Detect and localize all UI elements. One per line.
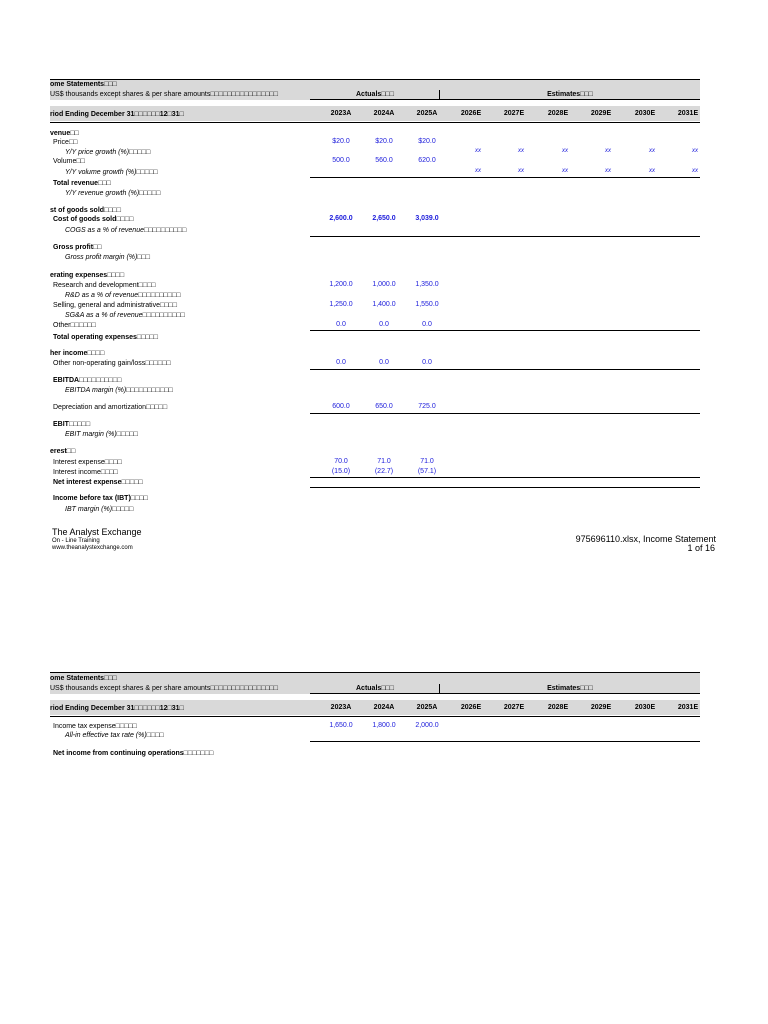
header-bottom-rule: [50, 716, 700, 717]
value-price: $20.0: [418, 138, 436, 145]
row-label-da: Depreciation and amortization□□□□□: [53, 404, 168, 411]
year-header: 2028E: [547, 704, 569, 711]
revenue-rule: [310, 177, 700, 178]
actuals-label: Actuals□□□: [356, 91, 394, 98]
row-label-total-opex: Total operating expenses□□□□□: [53, 334, 159, 341]
row-label-gross-profit: Gross profit□□: [53, 244, 102, 251]
year-header: 2025A: [416, 704, 438, 711]
value-da: 650.0: [375, 403, 393, 410]
row-label-other: Other□□□□□□: [53, 322, 96, 329]
footer-page-number: 1 of 16: [687, 543, 715, 553]
section-opex: erating expenses□□□□: [50, 272, 125, 279]
row-label-ibt: Income before tax (IBT)□□□□: [53, 495, 148, 502]
value-interest-income: (15.0): [331, 468, 351, 475]
value-da: 600.0: [332, 403, 350, 410]
row-label-revenue-growth: Y/Y revenue growth (%)□□□□□: [65, 190, 161, 197]
footer-company: The Analyst Exchange: [52, 527, 142, 537]
value-interest-income: (57.1): [417, 468, 437, 475]
row-label-ebitda: EBITDA□□□□□□□□□□: [53, 377, 122, 384]
value-volume: 500.0: [332, 157, 350, 164]
value-cogs: 3,039.0: [415, 215, 439, 222]
footer-file: 975696110.xlsx, Income Statement: [575, 534, 716, 544]
estimates-label: Estimates□□□: [547, 685, 593, 692]
year-header: 2024A: [373, 110, 395, 117]
sheet-title: ome Statements□□□: [50, 675, 117, 682]
value-other-nonop: 0.0: [336, 359, 346, 366]
value-tax: 1,650.0: [329, 722, 353, 729]
units-note: US$ thousands except shares & per share amounts□□□□□□□□□□□□□□□□: [50, 685, 278, 692]
value-other-nonop: 0.0: [422, 359, 432, 366]
section-interest: erest□□: [50, 448, 76, 455]
year-header: 2026E: [460, 704, 482, 711]
da-rule: [310, 413, 700, 414]
year-header: 2028E: [547, 110, 569, 117]
period-label: riod Ending December 31□□□□□□12□31□: [50, 111, 184, 118]
estimate-placeholder: xx: [475, 168, 481, 174]
value-rd: 1,000.0: [372, 281, 396, 288]
row-label-gross-margin: Gross profit margin (%)□□□: [65, 254, 151, 261]
value-cogs: 2,600.0: [329, 215, 353, 222]
year-header: 2031E: [677, 110, 699, 117]
value-sga: 1,250.0: [329, 301, 353, 308]
year-header: 2029E: [590, 110, 612, 117]
section-other-income: her income□□□□: [50, 350, 105, 357]
row-label-cogs: Cost of goods sold□□□□: [53, 216, 134, 223]
net-interest-rule: [310, 487, 700, 488]
value-da: 725.0: [418, 403, 436, 410]
row-label-tax: Income tax expense□□□□□: [53, 723, 137, 730]
estimate-placeholder: xx: [692, 148, 698, 154]
actuals-label: Actuals□□□: [356, 685, 394, 692]
value-sga: 1,400.0: [372, 301, 396, 308]
value-interest-income: (22.7): [374, 468, 394, 475]
actuals-underline: [310, 693, 440, 694]
actuals-underline: [310, 99, 440, 100]
value-other: 0.0: [379, 321, 389, 328]
year-header: 2029E: [590, 704, 612, 711]
estimate-placeholder: xx: [692, 168, 698, 174]
sheet-title: ome Statements□□□: [50, 81, 117, 88]
value-price: $20.0: [332, 138, 350, 145]
value-interest-expense: 71.0: [420, 458, 434, 465]
year-header: 2023A: [330, 110, 352, 117]
row-label-ebitda-margin: EBITDA margin (%)□□□□□□□□□□□: [65, 387, 173, 394]
estimate-placeholder: xx: [649, 148, 655, 154]
year-header: 2025A: [416, 110, 438, 117]
row-label-price: Price□□: [53, 139, 78, 146]
estimate-placeholder: xx: [605, 168, 611, 174]
row-label-rd: Research and development□□□□: [53, 282, 156, 289]
value-other-nonop: 0.0: [379, 359, 389, 366]
header-bottom-rule: [50, 122, 700, 123]
row-label-interest-income: Interest income□□□□: [53, 469, 118, 476]
value-volume: 560.0: [375, 157, 393, 164]
section-revenue: venue□□: [50, 130, 79, 137]
estimate-placeholder: xx: [562, 148, 568, 154]
value-tax: 1,800.0: [372, 722, 396, 729]
row-label-total-revenue: Total revenue□□□: [53, 180, 111, 187]
value-interest-expense: 71.0: [377, 458, 391, 465]
year-header: 2023A: [330, 704, 352, 711]
cogs-rule: [310, 236, 700, 237]
row-label-volume-growth: Y/Y volume growth (%)□□□□□: [65, 169, 158, 176]
estimate-placeholder: xx: [605, 148, 611, 154]
value-interest-expense: 70.0: [334, 458, 348, 465]
opex-rule: [310, 330, 700, 331]
row-label-interest-expense: Interest expense□□□□: [53, 459, 122, 466]
value-tax: 2,000.0: [415, 722, 439, 729]
row-label-ebit-margin: EBIT margin (%)□□□□□: [65, 431, 138, 438]
row-label-ebit: EBIT□□□□□: [53, 421, 91, 428]
value-rd: 1,200.0: [329, 281, 353, 288]
year-header: 2026E: [460, 110, 482, 117]
row-label-sga: Selling, general and administrative□□□□: [53, 302, 177, 309]
row-label-price-growth: Y/Y price growth (%)□□□□□: [65, 149, 151, 156]
value-sga: 1,550.0: [415, 301, 439, 308]
estimate-placeholder: xx: [518, 168, 524, 174]
footer-website: www.theanalystexchange.com: [52, 545, 133, 551]
year-header: 2030E: [634, 110, 656, 117]
other-income-rule: [310, 369, 700, 370]
value-cogs: 2,650.0: [372, 215, 396, 222]
estimates-label: Estimates□□□: [547, 91, 593, 98]
estimates-underline: [440, 693, 700, 694]
estimates-underline: [440, 99, 700, 100]
estimate-placeholder: xx: [518, 148, 524, 154]
estimate-placeholder: xx: [562, 168, 568, 174]
value-other: 0.0: [422, 321, 432, 328]
row-label-cogs-pct: COGS as a % of revenue□□□□□□□□□□: [65, 227, 187, 234]
value-price: $20.0: [375, 138, 393, 145]
row-label-rd-pct: R&D as a % of revenue□□□□□□□□□□: [65, 292, 181, 299]
value-other: 0.0: [336, 321, 346, 328]
year-header: 2027E: [503, 704, 525, 711]
year-header: 2030E: [634, 704, 656, 711]
year-header: 2027E: [503, 110, 525, 117]
row-label-volume: Volume□□: [53, 158, 85, 165]
units-note: US$ thousands except shares & per share amounts□□□□□□□□□□□□□□□□: [50, 91, 278, 98]
estimate-placeholder: xx: [475, 148, 481, 154]
year-header: 2031E: [677, 704, 699, 711]
value-volume: 620.0: [418, 157, 436, 164]
value-rd: 1,350.0: [415, 281, 439, 288]
tax-rule: [310, 741, 700, 742]
row-label-sga-pct: SG&A as a % of revenue□□□□□□□□□□: [65, 312, 185, 319]
section-cogs: st of goods sold□□□□: [50, 207, 121, 214]
row-label-net-interest: Net interest expense□□□□□: [53, 479, 143, 486]
row-label-ibt-margin: IBT margin (%)□□□□□: [65, 506, 134, 513]
period-label: riod Ending December 31□□□□□□12□31□: [50, 705, 184, 712]
estimate-placeholder: xx: [649, 168, 655, 174]
row-label-other-nonop: Other non-operating gain/loss□□□□□□: [53, 360, 171, 367]
year-header: 2024A: [373, 704, 395, 711]
interest-rule: [310, 477, 700, 478]
footer-training: On - Line Training: [52, 538, 100, 544]
row-label-net-income: Net income from continuing operations□□□□□□□: [53, 750, 214, 757]
row-label-tax-rate: All-in effective tax rate (%)□□□□: [65, 732, 164, 739]
